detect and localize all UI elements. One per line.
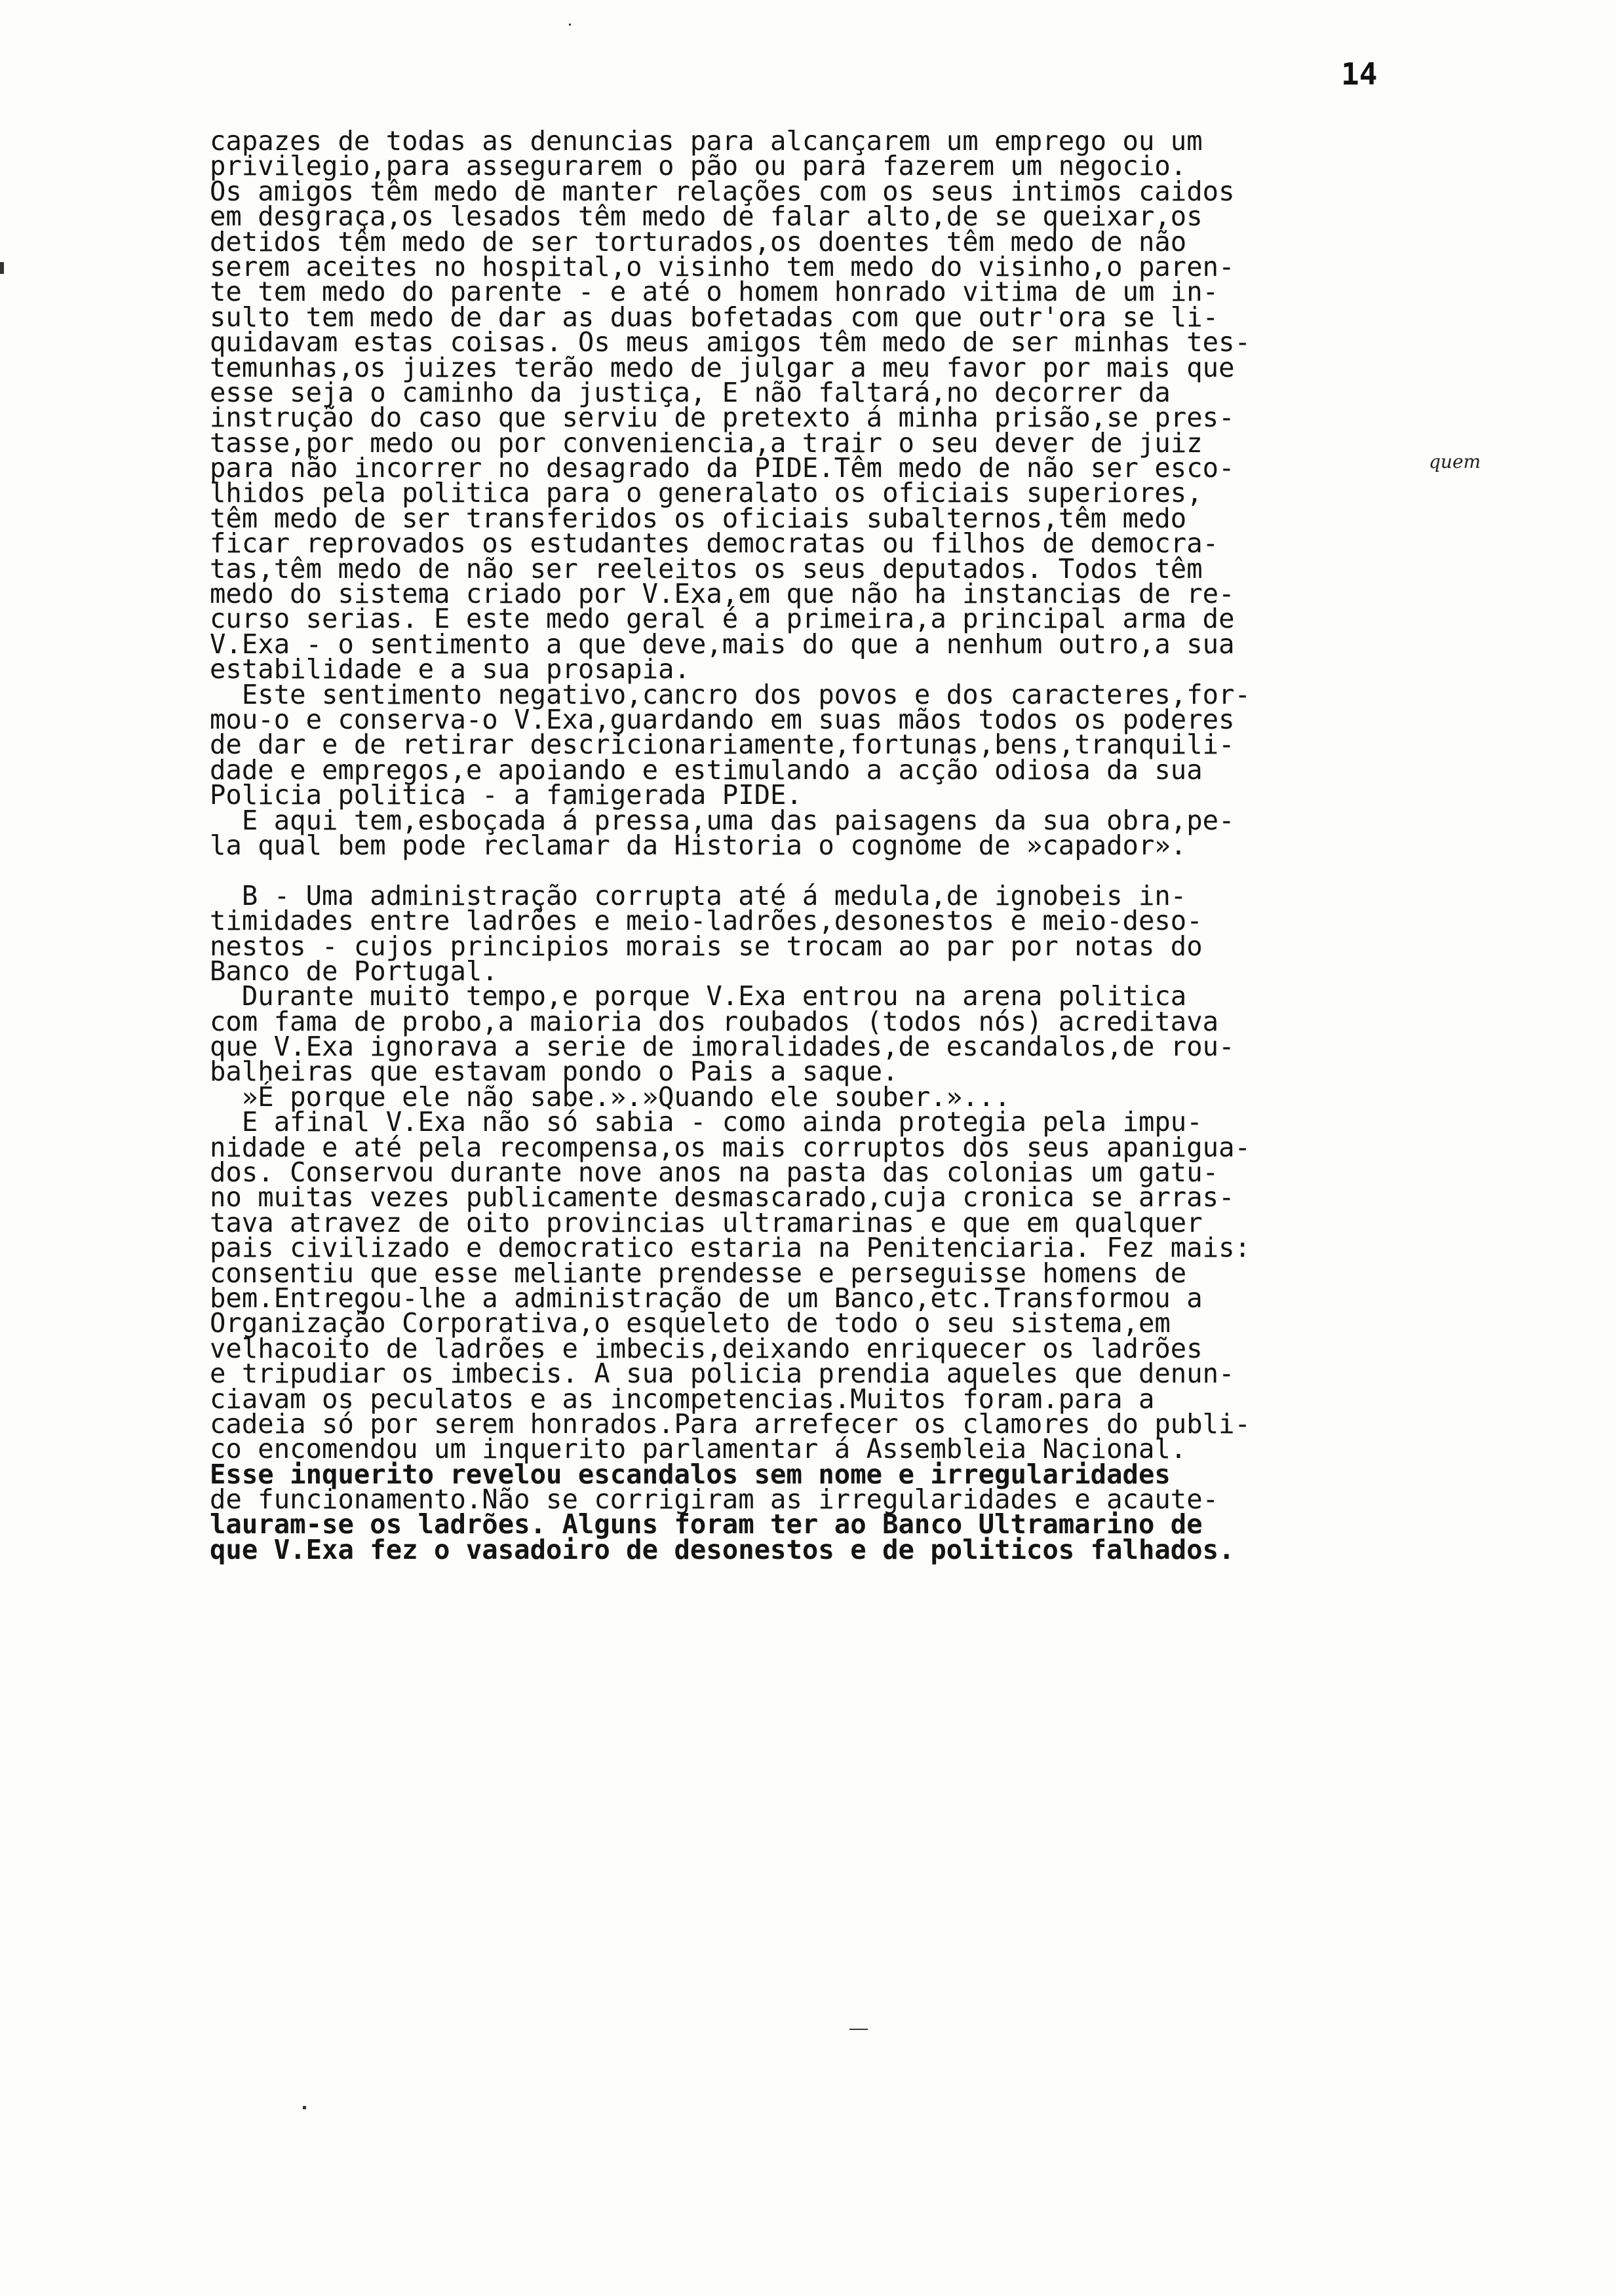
text-line: dade e empregos,e apoiando e estimulando a acção odiosa da sua	[210, 754, 1203, 786]
top-dot-mark	[569, 24, 571, 26]
text-line: co encomendou um inquerito parlamentar á Assembleia Nacional.	[210, 1433, 1187, 1465]
text-line: medo do sistema criado por V.Exa,em que não ha instancias de re-	[210, 578, 1235, 610]
bottom-dash-mark	[849, 2029, 868, 2030]
text-line: velhacoito de ladrões e imbecis,deixando enriquecer os ladrões	[210, 1332, 1203, 1364]
text-line: Este sentimento negativo,cancro dos povos e dos caracteres,for-	[210, 678, 1251, 710]
text-line: que V.Exa fez o vasadoiro de desonestos e de politicos falhados.	[210, 1533, 1235, 1565]
text-line: te tem medo do parente - e até o homem honrado vitima de um in-	[210, 276, 1219, 308]
text-line: e tripudiar os imbecis. A sua policia prendia aqueles que denun-	[210, 1358, 1235, 1390]
text-line: temunhas,os juizes terão medo de julgar a meu favor por mais que	[210, 351, 1235, 383]
bottom-dot-mark	[303, 2106, 306, 2109]
text-line: esse seja o caminho da justiça, E não faltará,no decorrer da	[210, 376, 1171, 408]
text-line: ficar reprovados os estudantes democratas ou filhos de democra-	[210, 527, 1219, 560]
text-line: Organização Corporativa,o esqueleto de todo o seu sistema,em	[210, 1307, 1171, 1339]
text-line: serem aceites no hospital,o visinho tem medo do visinho,o paren-	[210, 250, 1235, 282]
text-line: têm medo de ser transferidos os oficiais subalternos,têm medo	[210, 502, 1187, 534]
left-edge-mark	[0, 262, 4, 274]
text-line: no muitas vezes publicamente desmascarado,cuja cronica se arras-	[210, 1181, 1235, 1214]
text-line: curso serias. E este medo geral é a primeira,a principal arma de	[210, 603, 1235, 635]
text-line: timidades entre ladrões e meio-ladrões,desonestos e meio-deso-	[210, 905, 1203, 937]
text-line: lhidos pela politica para o generalato os oficiais superiores,	[210, 477, 1203, 509]
text-line: que V.Exa ignorava a serie de imoralidades,de escandalos,de rou-	[210, 1031, 1235, 1063]
text-line: consentiu que esse meliante prendesse e perseguisse homens de	[210, 1257, 1187, 1289]
text-line: cadeia só por serem honrados.Para arrefecer os clamores do publi-	[210, 1407, 1251, 1440]
typewritten-body	[210, 125, 1468, 1565]
text-line: de dar e de retirar descricionariamente,fortunas,bens,tranquili-	[210, 729, 1235, 761]
handwritten-margin-note: quem	[1429, 451, 1481, 472]
text-line: bem.Entregou-lhe a administração de um Banco,etc.Transformou a	[210, 1282, 1203, 1314]
text-line: Esse inquerito revelou escandalos sem nome e irregularidades	[210, 1458, 1171, 1490]
text-line: Os amigos têm medo de manter relações com os seus intimos caidos	[210, 175, 1235, 207]
text-line: tava atravez de oito provincias ultramarinas e que em qualquer	[210, 1206, 1203, 1238]
text-line: em desgraça,os lesados têm medo de falar alto,de se queixar,os	[210, 201, 1203, 233]
text-line: nestos - cujos principios morais se trocam ao par por notas do	[210, 930, 1203, 962]
text-line: pais civilizado e democratico estaria na Penitenciaria. Fez mais:	[210, 1232, 1251, 1264]
text-line: dos. Conservou durante nove anos na pasta das colonias um gatu-	[210, 1157, 1219, 1189]
text-line: lauram-se os ladrões. Alguns foram ter ao Banco Ultramarino de	[210, 1508, 1203, 1540]
text-line: Banco de Portugal.	[210, 955, 498, 987]
text-line: para não incorrer no desagrado da PIDE.Têm medo de não ser esco-	[210, 452, 1235, 484]
text-line: »É porque ele não sabe.».»Quando ele souber.»...	[210, 1081, 1011, 1113]
text-line: quidavam estas coisas. Os meus amigos têm medo de ser minhas tes-	[210, 326, 1251, 358]
text-line: instrução do caso que serviu de pretexto á minha prisão,se pres-	[210, 402, 1235, 434]
text-line: E afinal V.Exa não só sabia - como ainda protegia pela impu-	[210, 1106, 1203, 1138]
text-line: Durante muito tempo,e porque V.Exa entrou na arena politica	[210, 980, 1187, 1012]
text-line: V.Exa - o sentimento a que deve,mais do que a nenhum outro,a sua	[210, 628, 1235, 660]
text-line: privilegio,para assegurarem o pão ou para fazerem um negocio.	[210, 150, 1187, 182]
text-line: E aqui tem,esboçada á pressa,uma das paisagens da sua obra,pe-	[210, 804, 1235, 836]
text-line: la qual bem pode reclamar da Historia o cognome de »capador».	[210, 829, 1187, 861]
text-line: sulto tem medo de dar as duas bofetadas com que outr'ora se li-	[210, 301, 1219, 333]
text-line: tas,têm medo de não ser reeleitos os seus deputados. Todos têm	[210, 552, 1203, 584]
text-line: balheiras que estavam pondo o Pais a saque.	[210, 1056, 899, 1088]
text-line: com fama de probo,a maioria dos roubados (todos nós) acreditava	[210, 1005, 1219, 1037]
text-line: tasse,por medo ou por conveniencia,a trair o seu dever de juiz	[210, 427, 1203, 459]
text-line: de funcionamento.Não se corrigiram as irregularidades e acaute-	[210, 1483, 1219, 1516]
text-line: B - Uma administração corrupta até á medula,de ignobeis in-	[210, 879, 1187, 911]
text-line: mou-o e conserva-o V.Exa,guardando em suas mãos todos os poderes	[210, 703, 1235, 735]
text-line: detidos têm medo de ser torturados,os doentes têm medo de não	[210, 225, 1187, 258]
text-line: estabilidade e a sua prosapia.	[210, 653, 690, 685]
text-line: ciavam os peculatos e as incompetencias.Muitos foram.para a	[210, 1383, 1155, 1415]
paragraph-gap	[210, 858, 1468, 883]
text-line: Policia politica - a famigerada PIDE.	[210, 779, 802, 811]
page-number: 14	[1341, 56, 1378, 92]
text-line: nidade e até pela recompensa,os mais corruptos dos seus apanigua-	[210, 1131, 1251, 1163]
text-line: capazes de todas as denuncias para alcançarem um emprego ou um	[210, 125, 1203, 157]
